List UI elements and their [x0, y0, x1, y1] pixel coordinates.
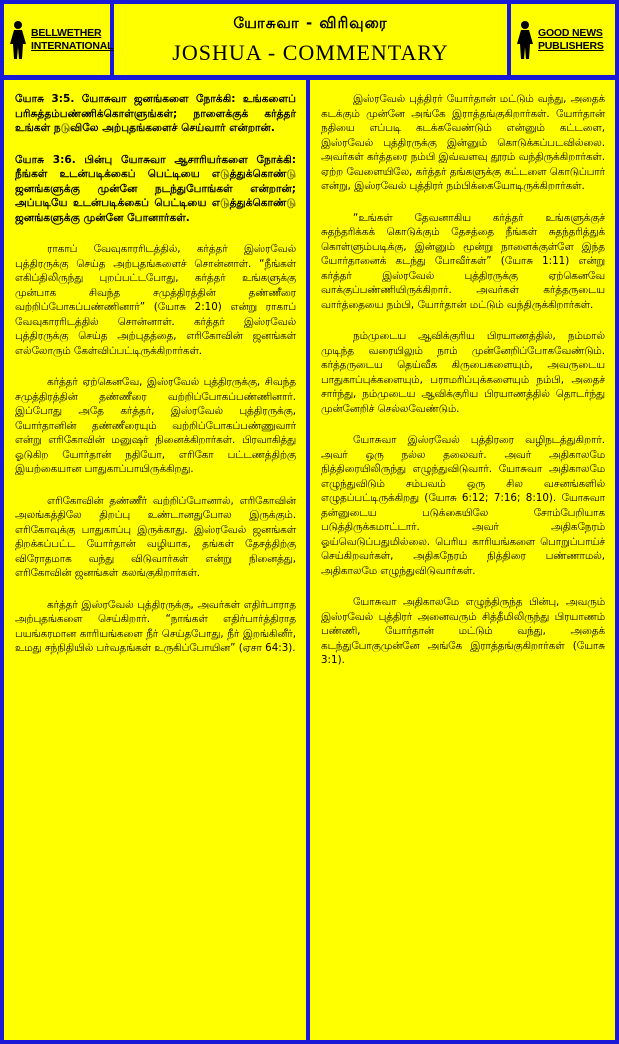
commentary-paragraph: இஸ்ரவேல் புத்திரர் யோர்தான் மட்டும் வந்து, அதைக் கடக்கும் முன்னே அங்கே இராத்தங்குகிறார்கள். யோர்தான் நதியை எப்படி கடக்கவேண்டும் என்னும் கட்டளை, இஸ்ரவேல் புத்திரருக்கு இன்னும் கொடுக்கப்படவில்லை. அவர்கள் கர்த்தரை நம்பி இவ்வளவு தூரம் வந்திருக்கிறார்கள். ஏற்ற வேளையிலே, கர்த்தர் தங்களுக்கு கட்டளை கொடுப்பார் என்று, இஸ்ரவேல் புத்திரர் நம்பிக்கையோடிருக்கிறார்கள். [321, 93, 605, 192]
right-column [310, 80, 615, 1040]
commentary-paragraph: யோசுவா அதிகாலமே எழுந்திருந்த பின்பு, அவரும் இஸ்ரவேல் புத்திரர் அனைவரும் சித்தீமிலிருந்து பிரயாணம் பண்ணி, யோர்தான் மட்டும் வந்து, அதைக் கடந்துபோகுமுன்னே அங்கே இராத்தங்குகிறார்கள் (யோசு 3:1). [321, 596, 605, 666]
commentary-paragraph: நம்முடைய ஆவிக்குரிய பிரயாணத்தில், நம்மால் முடிந்த வரையிலும் நாம் முன்னேறிப்போகவேண்டும். கர்த்தருடைய தெய்வீக கிருபைகளையும், அவருடைய பாதுகாப்புக்களையும், பராமரிப்புக்களையும் நம்பி, அதைச் சார்ந்து, நம்முடைய ஆவிக்குரிய பிரயாணத்தில் தொடர்ந்து முன்னேறிச் செல்லவேண்டும். [321, 330, 605, 415]
commentary-paragraph: கர்த்தர் இஸ்ரவேல் புத்திரருக்கு, அவர்கள் எதிர்பாராத அற்புதங்களை செய்கிறார். “நாங்கள் எதிர்பார்த்திராத பயங்கரமான காரியங்களை நீர் செய்தபோது, நீர் இறங்கினீர், உமது சந்நிதியில் பர்வதங்கள் உருகிப்போயின” (ஏசா 64:3). [15, 598, 296, 654]
commentary-paragraph: கர்த்தர் ஏற்கெனவே, இஸ்ரவேல் புத்திரருக்கு, சிவந்த சமுத்திரத்தின் தண்ணீரை வற்றிப்போகப்பண்ணினார். இப்போது அதே கர்த்தர், இஸ்ரவேல் புத்திரருக்கு, யோர்தானின் தண்ணீரையும் வற்றிப்போகப்பண்ணுவார் என்று எரிகோவின் மனுஷர் நினைக்கிறார்கள். பிரவாகித்து ஓடுகிற யோர்தான் நதியோ, எரிகோ பட்டணத்திற்கு இயற்கையான பாதுகாப்பாயிருக்கிறது. [15, 376, 296, 475]
logo-right-panel [511, 4, 615, 75]
left-column [4, 80, 306, 1040]
page-title-english: JOSHUA - COMMENTARY [172, 40, 449, 65]
commentary-paragraph: யோசுவா இஸ்ரவேல் புத்திரரை வழிநடத்துகிறார். அவர் ஒரு நல்ல தலைவர். அவர் அதிகாலமே நித்திரையிலிருந்து எழுந்துவிடுவார். யோசுவா அதிகாலமே எழுந்துவிடும் சம்பவம் ஒரு சில வசனங்களில் எழுதப்பட்டிருக்கிறது (யோசு 6:12; 7:16; 8:10). யோசுவா தன்னுடைய படுக்கையிலே சோம்பேறியாக படுத்திருக்கமாட்டார். அவர் அதிகநேரம் ஓய்வெடுப்பதுமில்லை. பெரிய காரியங்களை பொறுப்பாய்ச் செய்கிறவர்கள், அதிகநேரம் நித்திரை பண்ணாமல், அதிகாலமே எழுந்துவிடுவார்கள். [321, 434, 605, 577]
figure-silhouette-icon [515, 20, 535, 60]
logo-left-panel [4, 4, 114, 75]
title-panel [114, 4, 507, 75]
commentary-paragraph: எரிகோவின் தண்ணீர் வற்றிப்போனால், எரிகோவின் அலங்கத்திலே திறப்பு உண்டானதுபோல இருக்கும். எரிகோவுக்கு பாதுகாப்பு இருக்காது. இஸ்ரவேல் ஜனங்கள் திறக்கப்பட்ட யோர்தான் வழியாக, தங்கள் தேசத்திற்கு விரோதமாக வந்து விடுவார்கள் என்று நினைத்து, எரிகோவின் ஜனங்கள் கலங்குகிறார்கள். [15, 494, 296, 579]
bellwether-logo [4, 4, 114, 75]
logo-right-line2: PUBLISHERS [538, 39, 604, 52]
logo-left-line2: INTERNATIONAL [31, 39, 114, 52]
commentary-paragraph: ராகாப் வேவுகாரரிடத்தில், கர்த்தர் இஸ்ரவேல் புத்திரருக்கு செய்த அற்புதங்களைச் சொன்னாள். “நீங்கள் எகிப்திலிருந்து புறப்பட்டபோது, கர்த்தர் உங்களுக்கு முன்பாக சிவந்த சமுத்திரத்தின் தண்ணீரை வற்றிப்போகப்பண்ணினார்” (யோசு 2:10) என்று ராகாப் வேவுகாரரிடத்தில் சொன்னாள். கர்த்தர் இஸ்ரவேல் புத்திரருக்கு செய்த அற்புதத்தை, எரிகோவின் ஜனங்கள் எல்லோரும் கேள்விப்பட்டிருக்கிறார்கள். [15, 243, 296, 357]
commentary-paragraph: “உங்கள் தேவனாகிய கர்த்தர் உங்களுக்குச் சுதந்தரிக்கக் கொடுக்கும் தேசத்தை நீங்கள் சுதந்தரித்துக் கொள்ளும்படிக்கு, இன்னும் மூன்று நாளைக்குள்ளே இந்த யோர்தானைக் கடந்து போவீர்கள்” (யோசு 1:11) என்று கர்த்தர் இஸ்ரவேல் புத்திரருக்கு ஏற்கெனவே வாக்குப்பண்ணியிருக்கிறார். அவர்கள் கர்த்தருடைய வார்த்தையை நம்பி, யோர்தான் மட்டும் வந்திருக்கிறார்கள். [321, 211, 605, 311]
verse-quote: யோசு 3:5. யோசுவா ஜனங்களை நோக்கி: உங்களைப் பரிசுத்தம்பண்ணிக்கொள்ளுங்கள்; நாளைக்குக் கர்த்தர் உங்கள் நடுவிலே அற்புதங்களைச் செய்வார் என்றான். [15, 93, 296, 134]
good-news-logo [511, 4, 615, 75]
logo-right-line1: GOOD NEWS [538, 26, 603, 39]
verse-quote: யோசு 3:6. பின்பு யோசுவா ஆசாரியர்களை நோக்கி: நீங்கள் உடன்படிக்கைப் பெட்டியை எடுத்துக்கொண்டு ஜனங்களுக்கு முன்னே நடந்துபோங்கள் என்றான்; அப்படியே உடன்படிக்கைப் பெட்டியை எடுத்துக்கொண்டு ஜனங்களுக்கு முன்னே போனார்கள். [15, 153, 296, 224]
page-title-tamil: யோசுவா - விரிவுரை [233, 14, 388, 32]
figure-silhouette-icon [8, 20, 28, 60]
logo-left-line1: BELLWETHER [31, 26, 102, 39]
